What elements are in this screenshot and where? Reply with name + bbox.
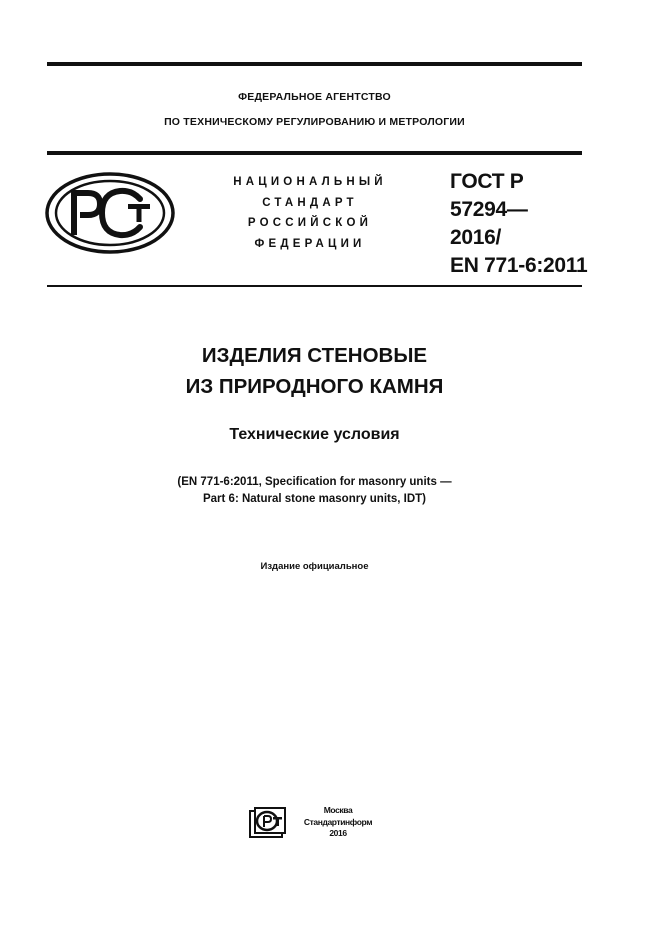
document-subtitle: Технические условия [229, 426, 400, 443]
publisher-info [292, 805, 384, 840]
standard-type-line3: РОССИЙСКОЙ [247, 217, 373, 229]
en-reference-line2: Part 6: Natural stone masonry units, IDT) [202, 493, 426, 505]
agency-name-line2: ПО ТЕХНИЧЕСКОМУ РЕГУЛИРОВАНИЮ И МЕТРОЛОГИИ [164, 116, 465, 128]
rst-logo-icon [44, 171, 176, 255]
standard-type-line1: НАЦИОНАЛЬНЫЙ [233, 176, 387, 188]
en-reference [47, 474, 582, 508]
title-line1: ИЗДЕЛИЯ СТЕНОВЫЕ [201, 344, 428, 367]
publisher-name: Стандартинформ [303, 816, 373, 827]
title-line2: ИЗ ПРИРОДНОГО КАМНЯ [185, 375, 444, 398]
designation-line1: ГОСТ Р [450, 170, 524, 193]
publisher-logo-icon [247, 806, 287, 840]
designation-line2: 57294— [450, 198, 528, 221]
standard-type-block [205, 172, 415, 254]
edition-note: Издание официальное [260, 561, 369, 572]
middle-rule [47, 151, 582, 155]
en-reference-line1: (EN 771-6:2011, Specification for masonry units — [177, 476, 452, 488]
designation-line4: EN 771-6:2011 [450, 254, 588, 277]
standard-designation [450, 168, 587, 280]
publisher-city: Москва [323, 805, 353, 815]
publisher-year: 2016 [329, 828, 347, 838]
top-rule [47, 62, 582, 66]
document-title [47, 340, 582, 402]
standard-type-line4: ФЕДЕРАЦИИ [254, 237, 366, 250]
standard-type-line2: СТАНДАРТ [262, 196, 358, 209]
agency-name-line1: ФЕДЕРАЛЬНОЕ АГЕНТСТВО [238, 91, 391, 103]
designation-line3: 2016/ [450, 226, 502, 249]
bottom-rule [47, 285, 582, 287]
